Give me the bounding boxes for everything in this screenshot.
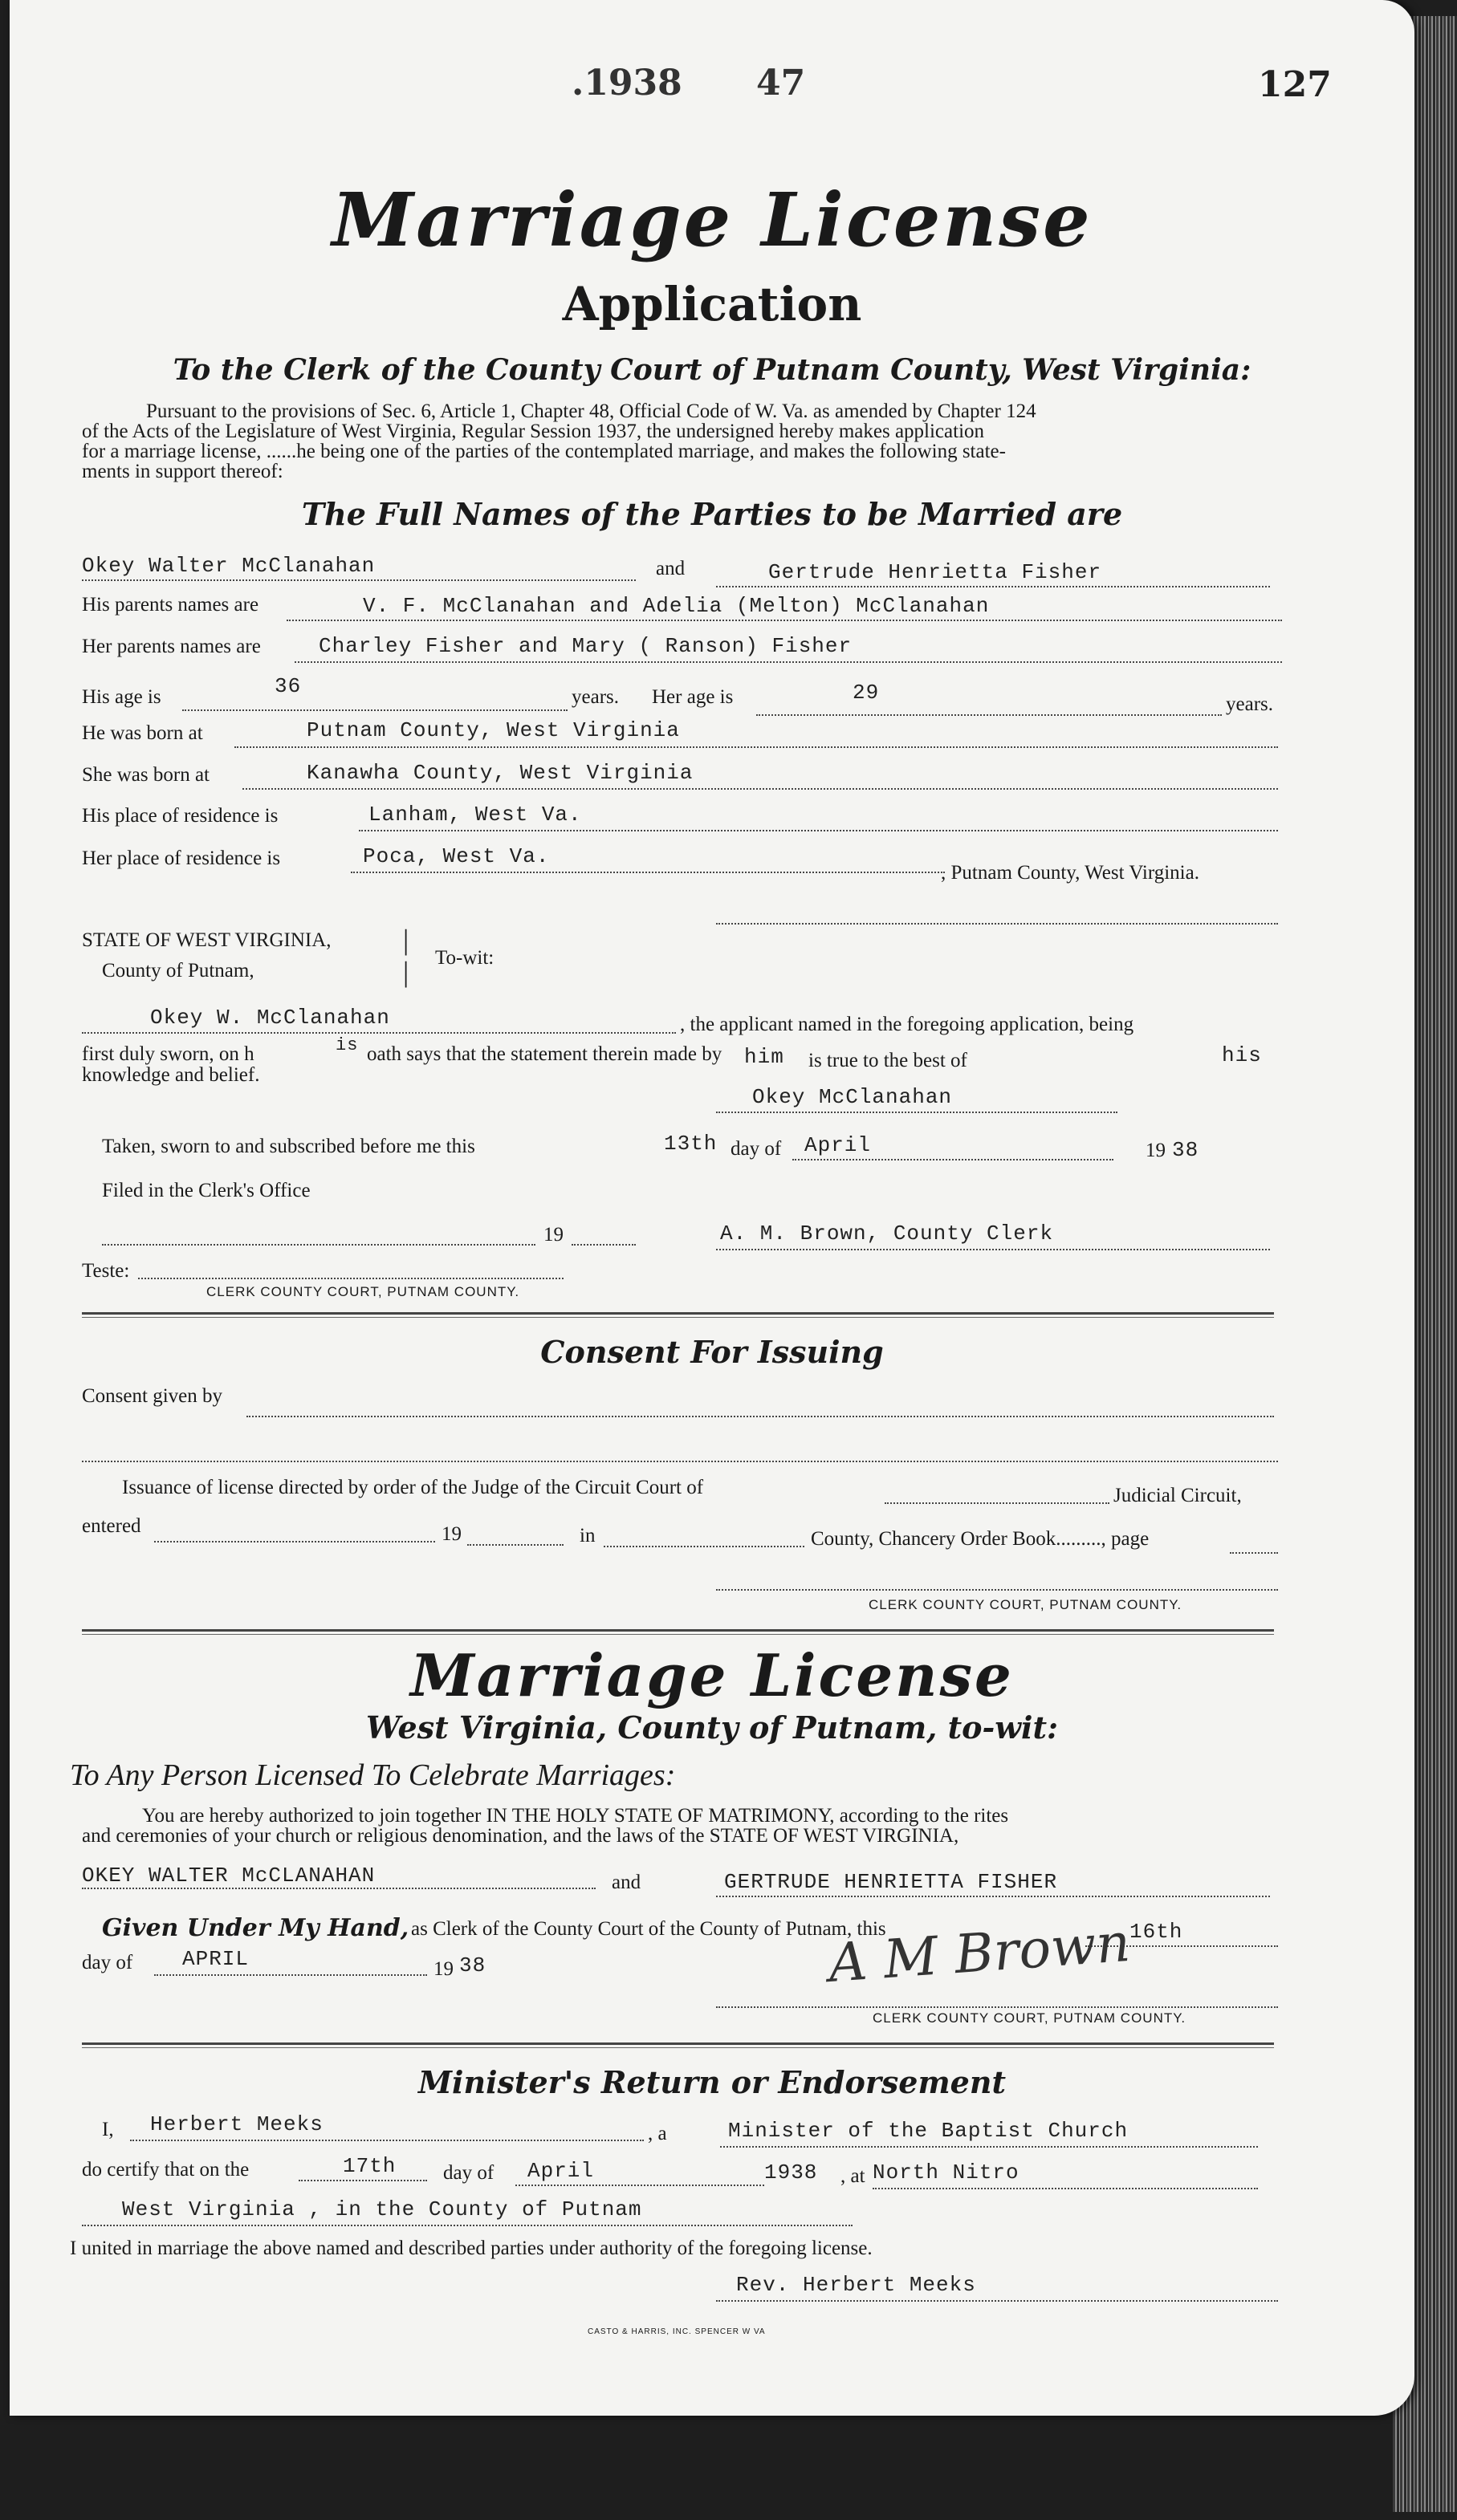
return-place-2: West Virginia , in the County of Putnam	[122, 2197, 642, 2221]
return-heading: Minister's Return or Endorsement	[417, 2064, 1007, 2100]
her-parents: Charley Fisher and Mary ( Ranson) Fisher	[319, 634, 853, 658]
affidavit-him: him	[744, 1045, 784, 1069]
clerk-line	[716, 1249, 1270, 1250]
in-label: in	[580, 1525, 596, 1547]
return-place-2-line	[82, 2225, 853, 2226]
day-of-label: day of	[731, 1138, 782, 1160]
entered-19: 19	[442, 1523, 462, 1545]
month-line	[792, 1159, 1113, 1160]
she-born-label: She was born at	[82, 764, 210, 786]
return-day-of: day of	[443, 2162, 494, 2184]
her-residence: Poca, West Va.	[363, 844, 550, 868]
return-year: 1938	[764, 2160, 818, 2185]
sworn-label: Taken, sworn to and subscribed before me this	[102, 1136, 475, 1157]
consent-given-line	[246, 1416, 1274, 1417]
license-clerk-line	[716, 2006, 1278, 2008]
her-parents-line	[295, 661, 1282, 663]
license-text	[82, 1806, 1286, 1846]
he-born-label: He was born at	[82, 722, 203, 744]
preamble-line-1: Pursuant to the provisions of Sec. 6, Article 1, Chapter 48, Official Code of W. Va. as amended by Chapter 124	[146, 400, 1036, 422]
given-day-of: day of	[82, 1952, 133, 1973]
preamble-line-3: for a marriage license, ......he being one of the parties of the contemplated marriage, and makes the following state-	[82, 441, 1006, 462]
his-residence-line	[359, 830, 1278, 831]
state-label: STATE OF WEST VIRGINIA,	[82, 929, 332, 951]
application-preamble	[82, 401, 1286, 482]
teste-label: Teste:	[82, 1260, 130, 1282]
affidavit-clerk-caption: CLERK COUNTY COURT, PUTNAM COUNTY.	[206, 1284, 520, 1299]
years-label-2: years.	[1226, 693, 1273, 715]
return-a: , a	[648, 2123, 667, 2144]
clerk-handwritten-signature: A M Brown	[826, 1911, 1133, 1995]
her-parents-label: Her parents names are	[82, 636, 261, 657]
consent-given-label: Consent given by	[82, 1385, 222, 1407]
printer-imprint: CASTO & HARRIS, INC. SPENCER W VA	[588, 2327, 766, 2336]
judicial-label: Judicial Circuit,	[1113, 1485, 1242, 1506]
consent-heading: Consent For Issuing	[540, 1334, 884, 1370]
return-day-line	[299, 2180, 427, 2181]
section-rule-1	[82, 1312, 1274, 1318]
license-groom: OKEY WALTER McCLANAHAN	[82, 1864, 376, 1888]
filed-year-line	[572, 1244, 636, 1246]
page-line	[1230, 1552, 1278, 1554]
years-label: years.	[572, 686, 619, 708]
return-i: I,	[102, 2119, 114, 2140]
given-year: 38	[459, 1953, 486, 1977]
extra-line	[716, 923, 1278, 925]
license-text-line-1: You are hereby authorized to join together IN THE HOLY STATE OF MATRIMONY, according to the rites	[142, 1805, 1009, 1827]
affidavit-line2b: oath says that the statement therein made by	[367, 1043, 722, 1065]
license-bride-line	[716, 1896, 1270, 1897]
application-address: To the Clerk of the County Court of Putnam County, West Virginia:	[173, 353, 1251, 387]
given-under-hand: Given Under My Hand,	[102, 1914, 409, 1942]
given-text: as Clerk of the County Court of the County of Putnam, this	[411, 1918, 886, 1940]
affidavit-line2a: first duly sworn, on h	[82, 1043, 254, 1065]
license-and: and	[612, 1872, 641, 1893]
filed-label: Filed in the Clerk's Office	[102, 1180, 311, 1201]
consent-clerk-line	[716, 1589, 1278, 1591]
license-bride: GERTRUDE HENRIETTA FISHER	[724, 1870, 1058, 1894]
filed-19: 19	[543, 1224, 564, 1246]
given-year-prefix: 19	[433, 1958, 454, 1980]
return-place: North Nitro	[873, 2160, 1019, 2185]
return-at: , at	[840, 2165, 865, 2187]
his-age-label: His age is	[82, 686, 161, 708]
filed-line	[102, 1244, 535, 1246]
year-stamp: .1938	[572, 63, 682, 104]
chancery-label: County, Chancery Order Book........., page	[811, 1528, 1150, 1550]
bride-name: Gertrude Henrietta Fisher	[768, 560, 1102, 584]
consent-clerk-caption: CLERK COUNTY COURT, PUTNAM COUNTY.	[869, 1597, 1182, 1612]
preamble-line-4: ments in support thereof:	[82, 461, 283, 482]
and-label: and	[656, 558, 686, 579]
his-age: 36	[275, 674, 302, 698]
entered-line	[154, 1541, 435, 1542]
signature-line	[716, 1112, 1117, 1113]
section-rule-2	[82, 1629, 1274, 1635]
issuance-label: Issuance of license directed by order of the Judge of the Circuit Court of	[122, 1477, 704, 1498]
minister-title-line	[720, 2146, 1258, 2148]
she-born: Kanawha County, West Virginia	[307, 761, 694, 785]
brace-bottom: |	[403, 956, 409, 988]
license-subtitle: West Virginia, County of Putnam, to-wit:	[365, 1709, 1059, 1746]
her-age: 29	[853, 681, 880, 705]
affidavit-line1: , the applicant named in the foregoing application, being	[680, 1014, 1134, 1035]
his-residence-label: His place of residence is	[82, 805, 279, 827]
groom-name: Okey Walter McClanahan	[82, 554, 376, 578]
her-age-label: Her age is	[652, 686, 734, 708]
sworn-day: 13th	[664, 1132, 718, 1156]
brace-top: |	[403, 924, 409, 956]
given-month-line	[154, 1974, 427, 1976]
license-text-line-2: and ceremonies of your church or religious denomination, and the laws of the STATE OF WEST VIRGINIA,	[82, 1825, 959, 1847]
application-title: Marriage License	[332, 177, 1093, 263]
affidavit-line3: knowledge and belief.	[82, 1064, 260, 1086]
minister-signature: Rev. Herbert Meeks	[736, 2273, 976, 2297]
circuit-line	[885, 1502, 1109, 1504]
his-parents-line	[287, 620, 1282, 621]
he-born: Putnam County, West Virginia	[307, 718, 680, 742]
his-parents-label: His parents names are	[82, 594, 259, 616]
application-subtitle: Application	[562, 277, 862, 331]
document-page	[10, 0, 1414, 2416]
sworn-year: 38	[1172, 1138, 1199, 1162]
minister-title: Minister of the Baptist Church	[728, 2119, 1129, 2143]
bride-name-line	[716, 586, 1270, 587]
license-clerk-caption: CLERK COUNTY COURT, PUTNAM COUNTY.	[873, 2010, 1186, 2026]
affidavit-is: is	[336, 1035, 359, 1055]
given-month: APRIL	[182, 1947, 250, 1971]
minister-name: Herbert Meeks	[150, 2112, 324, 2136]
applicant-signature: Okey McClanahan	[752, 1085, 953, 1109]
license-title: Marriage License	[410, 1641, 1014, 1709]
affidavit-his: his	[1222, 1043, 1262, 1067]
book-number: 47	[756, 63, 806, 104]
section-rule-3	[82, 2042, 1274, 2048]
her-residence-label: Her place of residence is	[82, 847, 281, 869]
page-number: 127	[1258, 64, 1332, 105]
return-month-line	[515, 2185, 764, 2186]
his-age-line	[182, 709, 568, 711]
his-residence: Lanham, West Va.	[368, 803, 582, 827]
given-day: 16th	[1129, 1920, 1183, 1944]
license-groom-line	[82, 1888, 596, 1889]
minister-signature-line	[716, 2300, 1278, 2302]
return-place-line	[873, 2188, 1258, 2189]
county-label: County of Putnam,	[102, 960, 254, 982]
applicant-line	[82, 1032, 676, 1034]
entered-label: entered	[82, 1515, 141, 1537]
her-residence-line	[351, 872, 945, 873]
groom-name-line	[82, 579, 636, 581]
return-month: April	[527, 2159, 595, 2183]
affidavit-line2c: is true to the best of	[808, 1050, 967, 1071]
preamble-line-2: of the Acts of the Legislature of West Virginia, Regular Session 1937, the undersigned hereby makes application	[82, 421, 985, 442]
minister-name-line	[130, 2140, 644, 2141]
clerk-signature: A. M. Brown, County Clerk	[720, 1221, 1054, 1246]
to-wit-label: To-wit:	[435, 947, 494, 969]
her-age-line	[756, 714, 1222, 716]
she-born-line	[242, 788, 1278, 790]
applicant-name: Okey W. McClanahan	[150, 1006, 390, 1030]
he-born-line	[234, 746, 1278, 748]
full-names-heading: The Full Names of the Parties to be Married are	[301, 496, 1123, 532]
in-line	[604, 1546, 804, 1547]
teste-line	[138, 1278, 564, 1279]
year-prefix: 19	[1146, 1140, 1166, 1161]
entered-year-line	[467, 1544, 564, 1546]
united-label: I united in marriage the above named and described parties under authority of the foregoing license.	[70, 2238, 873, 2259]
consent-line-2	[82, 1461, 1278, 1462]
license-address: To Any Person Licensed To Celebrate Marriages:	[70, 1758, 676, 1792]
his-parents: V. F. McClanahan and Adelia (Melton) McClanahan	[363, 594, 990, 618]
return-day: 17th	[343, 2154, 397, 2178]
sworn-month: April	[804, 1133, 872, 1157]
certify-label: do certify that on the	[82, 2159, 250, 2181]
county-suffix: , Putnam County, West Virginia.	[941, 862, 1199, 884]
